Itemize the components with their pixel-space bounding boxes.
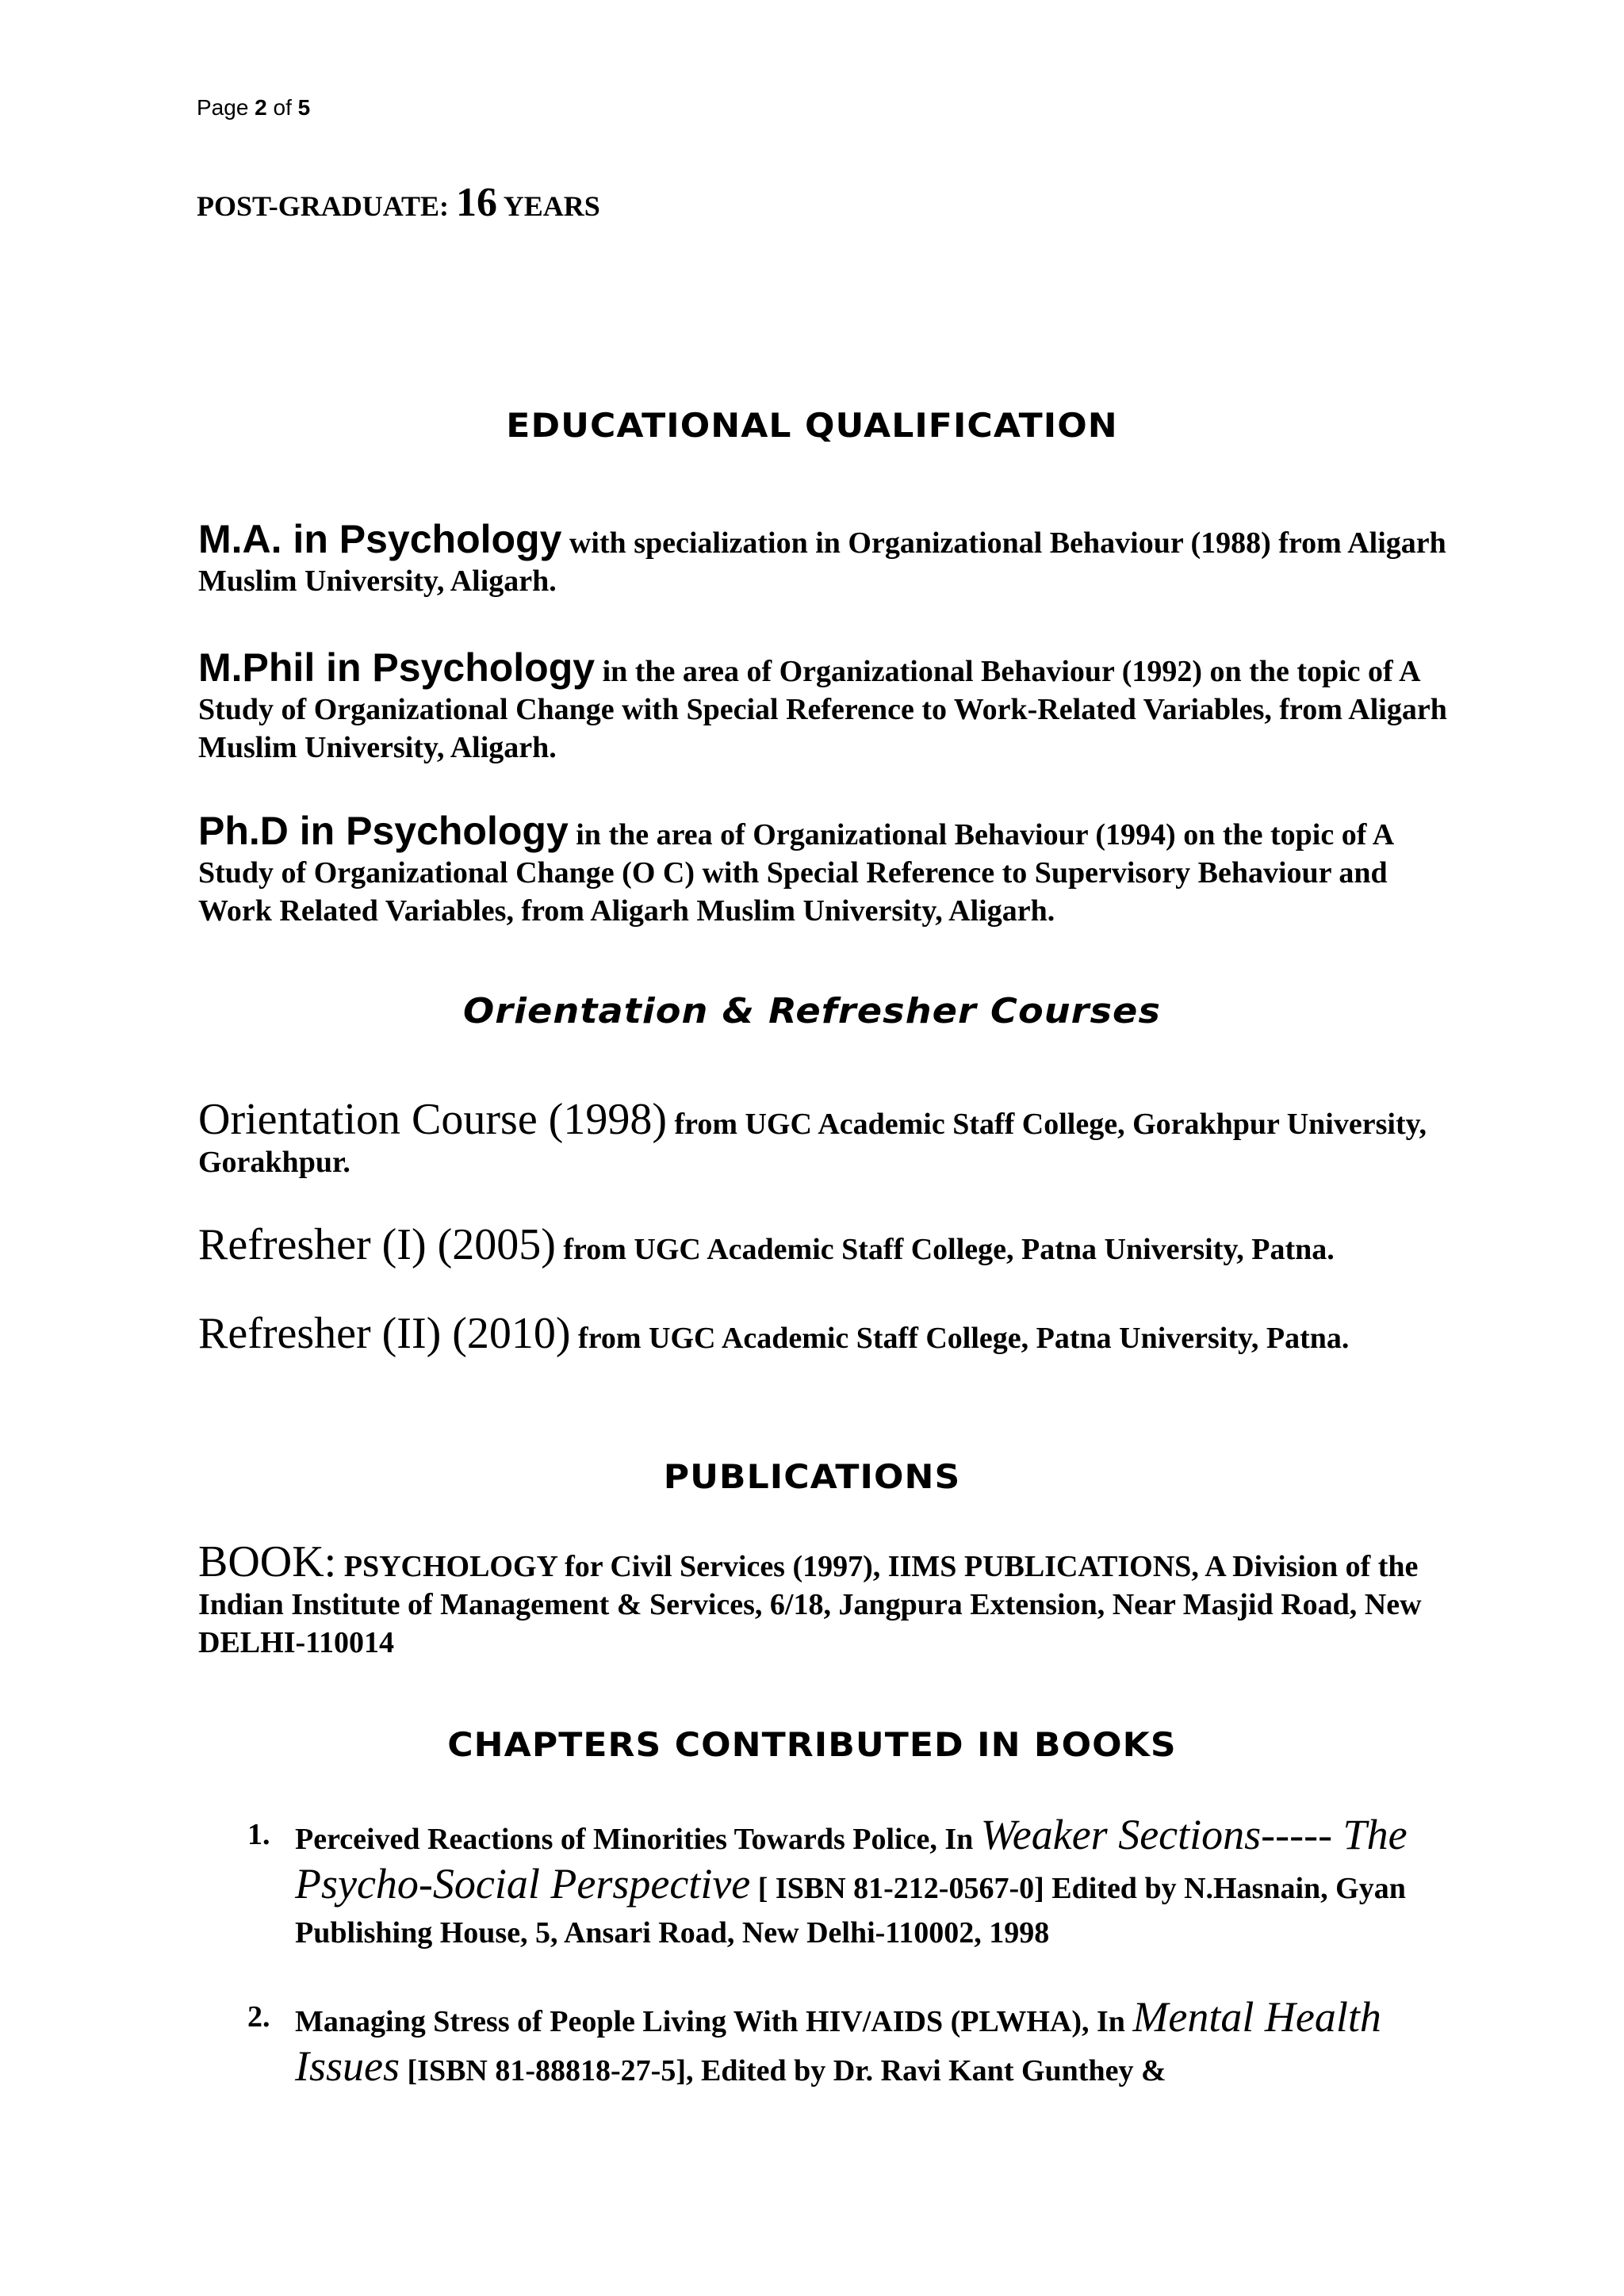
page-number-header — [197, 95, 310, 121]
course-item — [198, 1220, 1451, 1269]
chapter-item — [247, 1812, 1453, 1955]
course-name: Refresher (I) (2005) — [198, 1220, 556, 1269]
chapter-number: 2. — [247, 2000, 270, 2034]
page-current: 2 — [255, 95, 267, 120]
book-title: Mental Health Issues — [295, 1993, 1381, 2090]
book-detail: PSYCHOLOGY for Civil Services (1997), IIMS PUBLICATIONS, A Division of the Indian Institute of Management & Services, 6/18, Jangpura Extension, Near Masjid Road, New DELHI-110014 — [198, 1550, 1422, 1659]
section-heading-courses: Orientation & Refresher Courses — [462, 991, 1161, 1031]
page-of: of — [266, 95, 298, 120]
page-total: 5 — [297, 95, 311, 120]
section-heading-chapters: CHAPTERS CONTRIBUTED IN BOOKS — [447, 1725, 1177, 1764]
post-graduate-label: POST-GRADUATE: — [197, 190, 457, 222]
section-heading-education: EDUCATIONAL QUALIFICATION — [506, 406, 1118, 445]
page-prefix: Page — [197, 95, 255, 120]
education-item — [198, 517, 1451, 600]
chapter-details: [ ISBN 81-212-0567-0] Edited by N.Hasnain, Gyan Publishing House, 5, Ansari Road, New Delhi-110002, 1998 — [295, 1872, 1406, 1950]
chapter-title-prefix: Managing Stress of People Living With HIV/AIDS (PLWHA), In — [295, 2005, 1133, 2038]
course-detail: from UGC Academic Staff College, Gorakhpur University, Gorakhpur. — [198, 1108, 1427, 1179]
chapter-item — [247, 1995, 1453, 2093]
course-name: Refresher (II) (2010) — [198, 1309, 571, 1358]
course-item — [198, 1309, 1451, 1358]
post-graduate-value: 16 — [456, 180, 498, 225]
education-item — [198, 809, 1451, 930]
section-heading-publications: PUBLICATIONS — [663, 1457, 961, 1496]
education-detail: with specialization in Organizational Behaviour (1988) from Aligarh Muslim University, Aligarh. — [198, 526, 1446, 598]
education-degree: M.Phil in Psychology — [198, 645, 596, 690]
course-item — [198, 1095, 1451, 1181]
education-detail: in the area of Organizational Behaviour (1992) on the topic of A Study of Organizational Change with Special Reference to Work-Related Variables, from Aligarh Muslim University, Aligarh. — [198, 655, 1447, 764]
book-entry — [198, 1537, 1451, 1662]
chapter-title-prefix: Perceived Reactions of Minorities Towards Police, In — [295, 1823, 981, 1856]
book-label: BOOK: — [198, 1537, 337, 1586]
post-graduate-unit: YEARS — [497, 190, 600, 222]
post-graduate-line — [197, 179, 600, 226]
chapter-number: 1. — [247, 1818, 270, 1851]
chapter-details: [ISBN 81-88818-27-5], Edited by Dr. Ravi Kant Gunthey & — [400, 2054, 1166, 2087]
book-title: Weaker Sections----- The Psycho-Social Perspective — [295, 1811, 1408, 1908]
course-name: Orientation Course (1998) — [198, 1095, 667, 1144]
course-detail: from UGC Academic Staff College, Patna University, Patna. — [555, 1233, 1335, 1266]
education-item — [198, 645, 1451, 767]
education-degree: Ph.D in Psychology — [198, 809, 569, 853]
course-detail: from UGC Academic Staff College, Patna University, Patna. — [570, 1322, 1350, 1355]
education-detail: in the area of Organizational Behaviour (1994) on the topic of A Study of Organizational Change (O C) with Special Reference to Supervisory Behaviour and Work Related Variables, from Aligarh Muslim University, Aligarh. — [198, 818, 1393, 928]
education-degree: M.A. in Psychology — [198, 517, 562, 561]
